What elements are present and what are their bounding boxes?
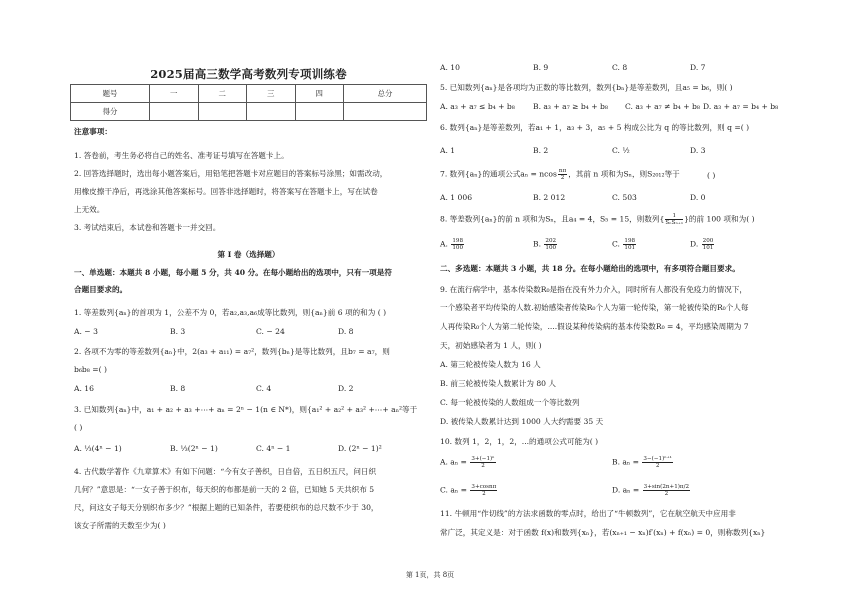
q4-option-d[interactable]: D. 7 [690,63,706,72]
frac-den: 2 [481,463,485,469]
question-4-cont: 尺，问这女子每天分别织布多少？”根据上题的已知条件，若要使织布的总尺数不少于 30， [74,503,379,512]
notice-item: 3. 考试结束后，本试卷和答题卡一并交回。 [74,223,221,232]
notice-item: 用橡皮擦干净后，再选涂其他答案标号。回答非选择题时，将答案写在答题卡上，写在试卷 [74,187,378,196]
q8-option-b-label: B. [533,239,541,249]
question-2: 2. 各项不为零的等差数列{aₙ}中，2(a₃ + a₁₁) = a₇²，数列{bₙ}是等比数列，且b₇ = a₇，则 [74,347,390,356]
question-8 [440,213,755,226]
question-4: 4. 古代数学著作《九章算术》有如下问题：“今有女子善织，日自倍，五日织五尺，问日织 [74,467,377,476]
q6-option-b[interactable]: B. 2 [533,146,549,155]
q10-option-d[interactable] [612,484,691,497]
section1-heading-cont: 合题目要求的。 [74,285,128,294]
q3-option-b[interactable]: B. ⅓(2ⁿ − 1) [170,444,218,453]
score-cell[interactable] [198,103,247,121]
q5-option-b[interactable]: B. a₃ + a₇ ≥ b₄ + b₈ [533,102,608,111]
q3-option-c[interactable]: C. 4ⁿ − 1 [256,444,291,453]
q8-option-a-label: A. [440,239,448,249]
score-cell[interactable] [247,103,296,121]
score-header-cell: 二 [198,85,247,103]
q7-option-c[interactable]: C. 503 [612,193,637,202]
q7-fraction [558,168,567,181]
question-2-cont: b₆b₈ =( ) [74,365,107,374]
q7-text-start: 7. 数列{aₙ}的通项公式aₙ = ncos [440,169,557,179]
frac-num: 3−(−1)ⁿ⁺¹ [643,456,672,462]
q10-option-b-label: B. aₙ = [612,457,639,467]
q7-option-a[interactable]: A. 1 006 [440,193,473,202]
frac-num: 198 [624,238,636,244]
q10-option-a-fraction [470,456,495,469]
q10-option-d-label: D. aₙ = [612,485,640,495]
q8-option-c-label: C. [612,239,620,249]
score-cell[interactable] [344,103,427,121]
q6-option-a[interactable]: A. 1 [440,146,456,155]
question-9: 9. 在流行病学中，基本传染数R₀是指在没有外力介入，同时所有人都没有免疫力的情况下， [440,285,747,294]
q8-text-start: 8. 等差数列{aₙ}的前 n 项和为Sₙ，且a₄ = 4，S₅ = 15，则数列{ [440,214,665,224]
score-table [70,84,427,121]
notice-heading: 注意事项： [74,127,112,136]
q10-option-c-label: C. aₙ = [440,485,467,495]
q3-option-d[interactable]: D. (2ⁿ − 1)² [338,444,382,453]
q7-option-d[interactable]: D. 0 [690,193,706,202]
question-9-cont: 天，初始感染者为 1 人，则( ) [440,341,542,350]
q1-option-c[interactable]: C. − 24 [256,327,285,336]
question-3-cont: ( ) [74,423,83,432]
exam-title: 2025届高三数学高考数列专项训练卷 [150,67,347,81]
q2-option-a[interactable]: A. 16 [74,384,94,393]
frac-den: 100 [545,245,557,251]
q10-option-c-fraction [470,484,497,497]
frac-num: 200 [702,238,714,244]
q10-option-a-label: A. aₙ = [440,457,467,467]
question-3: 3. 已知数列{aₙ}中，a₁ + a₂ + a₃ +⋯+ aₙ = 2ⁿ − 1(n ∈ N*)，则{a₁² + a₂² + a₃² +⋯+ aₙ²等于 [74,405,418,414]
score-table-header-row [71,85,427,103]
q7-frac-num: nπ [558,168,567,174]
frac-num: 198 [452,238,464,244]
q5-option-c[interactable]: C. a₃ + a₇ ≠ b₄ + b₈ [625,102,700,111]
frac-num: 3+(−1)ⁿ [471,456,495,462]
question-11: 11. 牛顿用“作切线”的方法求函数的零点时，给出了“牛顿数列”，它在航空航天中应用非 [440,509,736,518]
score-header-cell: 四 [295,85,344,103]
frac-num: 3+cosnπ [471,484,497,490]
q7-frac-den: 2 [560,175,565,181]
score-header-cell: 一 [150,85,199,103]
q2-option-b[interactable]: B. 8 [170,384,186,393]
score-header-cell: 题号 [71,85,150,103]
q4-option-b[interactable]: B. 9 [533,63,549,72]
q10-option-d-fraction [643,484,690,497]
q6-option-d[interactable]: D. 3 [690,146,706,155]
q8-option-a[interactable] [440,238,465,251]
q8-text-end: }的前 100 项和为( ) [684,214,755,224]
section2-heading: 二、多选题：本题共 3 小题，共 18 分。在每小题给出的选项中，有多项符合题目要求。 [440,264,740,273]
frac-den: 2 [655,463,660,469]
q8-frac-num: 1 [665,213,683,220]
score-header-cell: 三 [247,85,296,103]
notice-item: 2. 回答选择题时，选出每小题答案后，用铅笔把答题卡对应题目的答案标号涂黑；如需改动， [74,169,388,178]
frac-den: 2 [664,491,669,497]
q7-answer-blank: ( ) [707,171,716,180]
q1-option-a[interactable]: A. − 3 [74,327,98,336]
q8-option-c[interactable] [612,238,637,251]
q5-option-d[interactable]: D. a₃ + a₇ = b₄ + b₈ [703,102,779,111]
score-cell[interactable] [150,103,199,121]
frac-num: 202 [545,238,557,244]
q7-option-b[interactable]: B. 2 012 [533,193,566,202]
q8-frac-den: SₙSₙ₊₁ [665,220,684,226]
q2-option-d[interactable]: D. 2 [338,384,354,393]
question-1: 1. 等差数列{aₙ}的首项为 1，公差不为 0，若a₂,a₃,a₆成等比数列，则{aₙ}前 6 项的和为 ( ) [74,308,387,317]
q5-option-a[interactable]: A. a₃ + a₇ ≤ b₄ + b₈ [440,102,515,111]
frac-den: 100 [452,245,464,251]
question-4-cont: 该女子所需的天数至少为( ) [74,521,166,530]
q9-option-b[interactable]: B. 前三轮被传染人数累计为 80 人 [440,379,557,388]
q10-option-a[interactable] [440,456,497,469]
q9-option-d[interactable]: D. 被传染人数累计达到 1000 人大约需要 35 天 [440,417,604,426]
question-5: 5. 已知数列{aₙ}是各项均为正数的等比数列，数列{bₙ}是等差数列，且a₅ = b₆，则( ) [440,83,733,92]
question-7 [440,168,680,181]
q4-option-c[interactable]: C. 8 [612,63,628,72]
q10-option-c[interactable] [440,484,498,497]
section1-heading: 一、单选题：本题共 8 小题，每小题 5 分，共 40 分。在每小题给出的选项中，只有一项是符 [74,268,392,277]
q8-option-b-fraction [544,238,557,251]
page-footer: 第 1页，共 8页 [405,571,455,579]
question-4-cont: 几何？”意思是：“一女子善于织布，每天织的布都是前一天的 2 倍，已知她 5 天共织布 5 [74,485,375,494]
q6-option-c[interactable]: C. ½ [612,146,630,155]
part1-title: 第 I 卷（选择题） [217,250,280,259]
q8-option-d[interactable] [690,238,715,251]
q4-option-a[interactable]: A. 10 [440,63,460,72]
frac-den: 101 [702,245,714,251]
q8-option-c-fraction [623,238,636,251]
q8-option-b[interactable] [533,238,558,251]
q7-text-end: ，其前 n 项和为Sₙ，则S₂₀₁₂等于 [568,169,680,179]
question-9-cont: 一个感染者平均传染的人数.初始感染者传染R₀个人为第一轮传染，第一轮被传染的R₀个人每 [440,303,749,312]
frac-den: 2 [482,491,486,497]
notice-item: 上无效。 [74,205,105,214]
score-header-cell: 总分 [344,85,427,103]
q3-option-a[interactable]: A. ⅓(4ⁿ − 1) [74,444,122,453]
q8-option-d-fraction [702,238,715,251]
q1-option-b[interactable]: B. 3 [170,327,186,336]
score-row-label: 得分 [71,103,150,121]
score-table-score-row [71,103,427,121]
question-9-cont: 人再传染R₀个人为第二轮传染，....假设某种传染病的基本传染数R₀ = 4，平均感染周期为 7 [440,322,749,331]
q9-option-c[interactable]: C. 每一轮被传染的人数组成一个等比数列 [440,398,580,407]
notice-item: 1. 答卷前，考生务必将自己的姓名、准考证号填写在答题卡上。 [74,151,289,160]
q8-option-a-fraction [451,238,464,251]
q9-option-a[interactable]: A. 第三轮被传染人数为 16 人 [440,360,541,369]
q8-fraction [665,213,683,226]
score-cell[interactable] [295,103,344,121]
frac-den: 101 [624,245,636,251]
question-6: 6. 数列{aₙ}是等差数列，若a₁ + 1，a₃ + 3，a₅ + 5 构成公比为 q 的等比数列，则 q =( ) [440,123,750,132]
frac-num: 3+sin(2n+1)π/2 [643,484,690,490]
question-11-cont: 常广泛，其定义是：对于函数 f(x)和数列{xₙ}，若(xₙ₊₁ − xₙ)f′(xₙ) + f(xₙ) = 0，则称数列{xₙ} [440,528,766,537]
q10-option-b-fraction [642,456,672,469]
q2-option-c[interactable]: C. 4 [256,384,272,393]
question-10: 10. 数列 1，2，1，2，...的通项公式可能为( ) [440,437,599,446]
q8-option-d-label: D. [690,239,699,249]
q1-option-d[interactable]: D. 8 [338,327,354,336]
q10-option-b[interactable] [612,456,674,469]
